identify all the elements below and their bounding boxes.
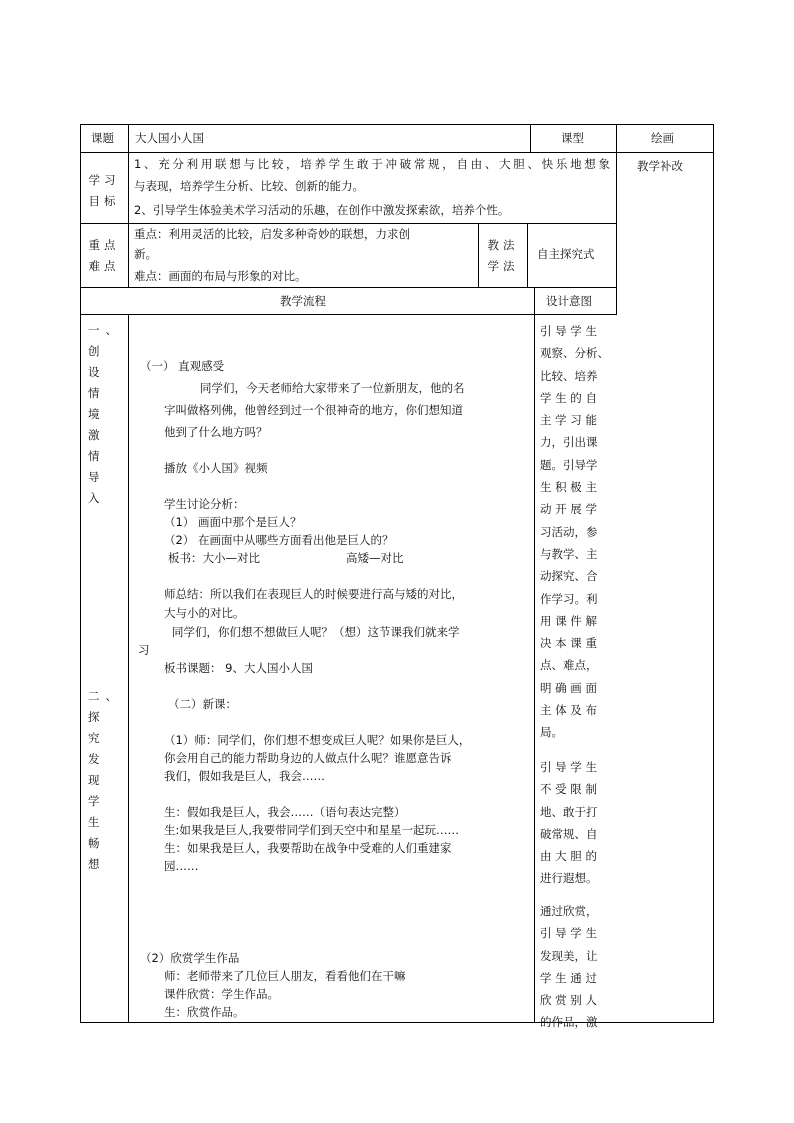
paragraph-1-line-c: 他到了什么地方吗？ — [164, 425, 268, 439]
difficult-point: 难点：画面的布局与形象的对比。 — [134, 269, 307, 283]
intent-line: 生 积 极 主 — [540, 480, 597, 495]
intent-line: 不 受 限 制 — [540, 782, 597, 797]
paragraph-1-line-b: 字叫做格列佛，他曾经到过一个很神奇的地方，你们想知道 — [164, 403, 463, 417]
student-answer-3-line-b: 园…… — [164, 859, 199, 873]
goal-1-line-b: 与表现，培养学生分析、比较、创新的能力。 — [134, 179, 364, 193]
stage-1-label: 一、创设情境激情导入 — [88, 323, 123, 505]
col-divider — [616, 124, 617, 314]
intent-block-3 — [540, 900, 598, 1034]
works-line-2: 课件欣赏：学生作品。 — [164, 987, 279, 1001]
type-value: 绘画 — [651, 131, 674, 145]
intent-line: 地、敢于打 — [540, 804, 598, 819]
section-2-title: （二）新课： — [168, 697, 237, 711]
discussion-line: 学生讨论分析： — [164, 497, 245, 511]
works-line-1: 师：老师带来了几位巨人朋友，看看他们在干嘛 — [164, 969, 406, 983]
intent-line: 发现美，让 — [540, 948, 598, 963]
question-1: （1） 画面中那个是巨人？ — [164, 515, 302, 529]
intent-line: 欣 赏 别 人 — [540, 993, 597, 1008]
summary-line-a: 师总结：所以我们在表现巨人的时候要进行高与矮的对比， — [164, 587, 463, 601]
question-2: （2） 在画面中从哪些方面看出他是巨人的？ — [164, 533, 394, 547]
intent-line: 题。引导学 — [540, 457, 598, 472]
topic-value: 大人国小人国 — [135, 131, 204, 145]
intent-line: 通过欣赏， — [540, 904, 598, 918]
goal-2: 2、引导学生体验美术学习活动的乐趣，在创作中激发探索欲，培养个性。 — [134, 203, 510, 217]
intent-line: 与教学、主 — [540, 546, 598, 561]
col-divider — [128, 124, 129, 287]
type-label: 课型 — [561, 131, 584, 145]
intent-line: 学 生 的 自 — [540, 390, 597, 405]
teacher-question-line-b: 你会用自己的能力帮助身边的人做点什么呢？谁愿意告诉 — [164, 751, 452, 765]
intent-line: 主 学 习 能 — [540, 413, 597, 428]
key-point-line-a: 重点：利用灵活的比较，启发多种奇妙的联想，力求创 — [134, 227, 410, 241]
intent-line: 引 导 学 生 — [540, 760, 597, 774]
intent-line: 点、难点， — [540, 658, 598, 673]
intent-line: 决 本 课 重 — [540, 636, 597, 651]
section-3-title: （2）欣赏学生作品 — [140, 951, 240, 965]
intent-line: 力，引出课 — [540, 435, 598, 450]
goal-1-line-a: 1、充分利用联想与比较，培养学生敢于冲破常规，自由、大胆、快乐地想象 — [134, 157, 610, 171]
goals-label: 学习目标 — [88, 173, 120, 208]
col-divider — [478, 223, 479, 287]
row-divider — [80, 223, 617, 224]
student-answer-1: 生：假如我是巨人，我会……（语句表达完整） — [164, 805, 406, 819]
board-note-2: 高矮—对比 — [346, 551, 404, 565]
student-answer-2: 生:如果我是巨人,我要带同学们到天空中和星星一起玩…… — [164, 823, 460, 837]
row-divider — [80, 152, 714, 153]
intent-block-1 — [540, 320, 609, 744]
intent-line: 作学习。利 — [540, 591, 598, 606]
board-title-line: 板书课题： 9、大人国小人国 — [164, 661, 313, 675]
student-answer-3-line-a: 生：如果我是巨人，我要帮助在战争中受难的人们重建家 — [164, 841, 452, 855]
intent-line: 观察、分析、 — [540, 346, 609, 361]
intent-line: 引 导 学 生 — [540, 926, 597, 941]
table-border-top — [80, 124, 714, 125]
intent-line: 习活动，参 — [540, 524, 598, 539]
method-value: 自主探究式 — [537, 247, 595, 261]
paragraph-1-line-a: 同学们，今天老师给大家带来了一位新朋友，他的名 — [200, 381, 465, 395]
intent-line: 动探究、合 — [540, 569, 598, 584]
board-note-1: 板书：大小—对比 — [168, 551, 260, 565]
intent-line: 破常规、自 — [540, 826, 598, 841]
works-line-3: 生：欣赏作品。 — [164, 1005, 245, 1019]
intent-line: 动 开 展 学 — [540, 502, 597, 517]
intent-line: 学 生 通 过 — [540, 970, 597, 985]
intent-heading: 设计意图 — [546, 294, 592, 308]
stage-2-label: 二、探究发现学生畅想 — [88, 689, 123, 871]
table-border-left — [80, 124, 81, 1023]
table-border-bottom — [80, 1022, 714, 1023]
method-label: 教法学法 — [487, 238, 519, 273]
intent-line: 进行遐想。 — [540, 871, 598, 886]
summary-line-b: 大与小的对比。 — [164, 606, 245, 620]
col-divider — [534, 287, 535, 1023]
intent-line: 由 大 胆 的 — [540, 849, 597, 864]
teacher-question-line-c: 我们，假如我是巨人，我会…… — [164, 769, 325, 783]
intent-line: 局。 — [540, 725, 563, 740]
intent-line: 明 确 画 面 — [540, 680, 597, 695]
col-divider — [527, 223, 528, 287]
row-divider — [80, 287, 617, 288]
row-divider — [80, 314, 617, 315]
intent-line: 的作品，激 — [540, 1015, 598, 1030]
col-divider — [530, 124, 531, 153]
flow-heading: 教学流程 — [280, 294, 326, 308]
goals-side-note: 教学补改 — [637, 159, 683, 173]
invite-line-b: 习 — [138, 643, 150, 657]
col-divider — [128, 314, 129, 1023]
intent-block-2 — [540, 756, 598, 890]
topic-label: 课题 — [91, 131, 114, 145]
teacher-question-line-a: （1）师：同学们，你们想不想变成巨人呢？如果你是巨人， — [164, 733, 471, 747]
keypoints-label: 重点难点 — [88, 238, 120, 273]
section-1-title: （一） 直观感受 — [140, 359, 225, 373]
video-line: 播放《小人国》视频 — [164, 461, 268, 475]
intent-line: 比较、培养 — [540, 368, 598, 383]
table-border-right — [713, 124, 714, 1023]
intent-line: 用 课 件 解 — [540, 613, 597, 628]
intent-line: 主 体 及 布 — [540, 703, 597, 718]
key-point-line-b: 新。 — [134, 247, 157, 261]
invite-line-a: 同学们，你们想不想做巨人呢？（想）这节课我们就来学 — [172, 625, 460, 639]
intent-line: 引 导 学 生 — [540, 324, 597, 338]
